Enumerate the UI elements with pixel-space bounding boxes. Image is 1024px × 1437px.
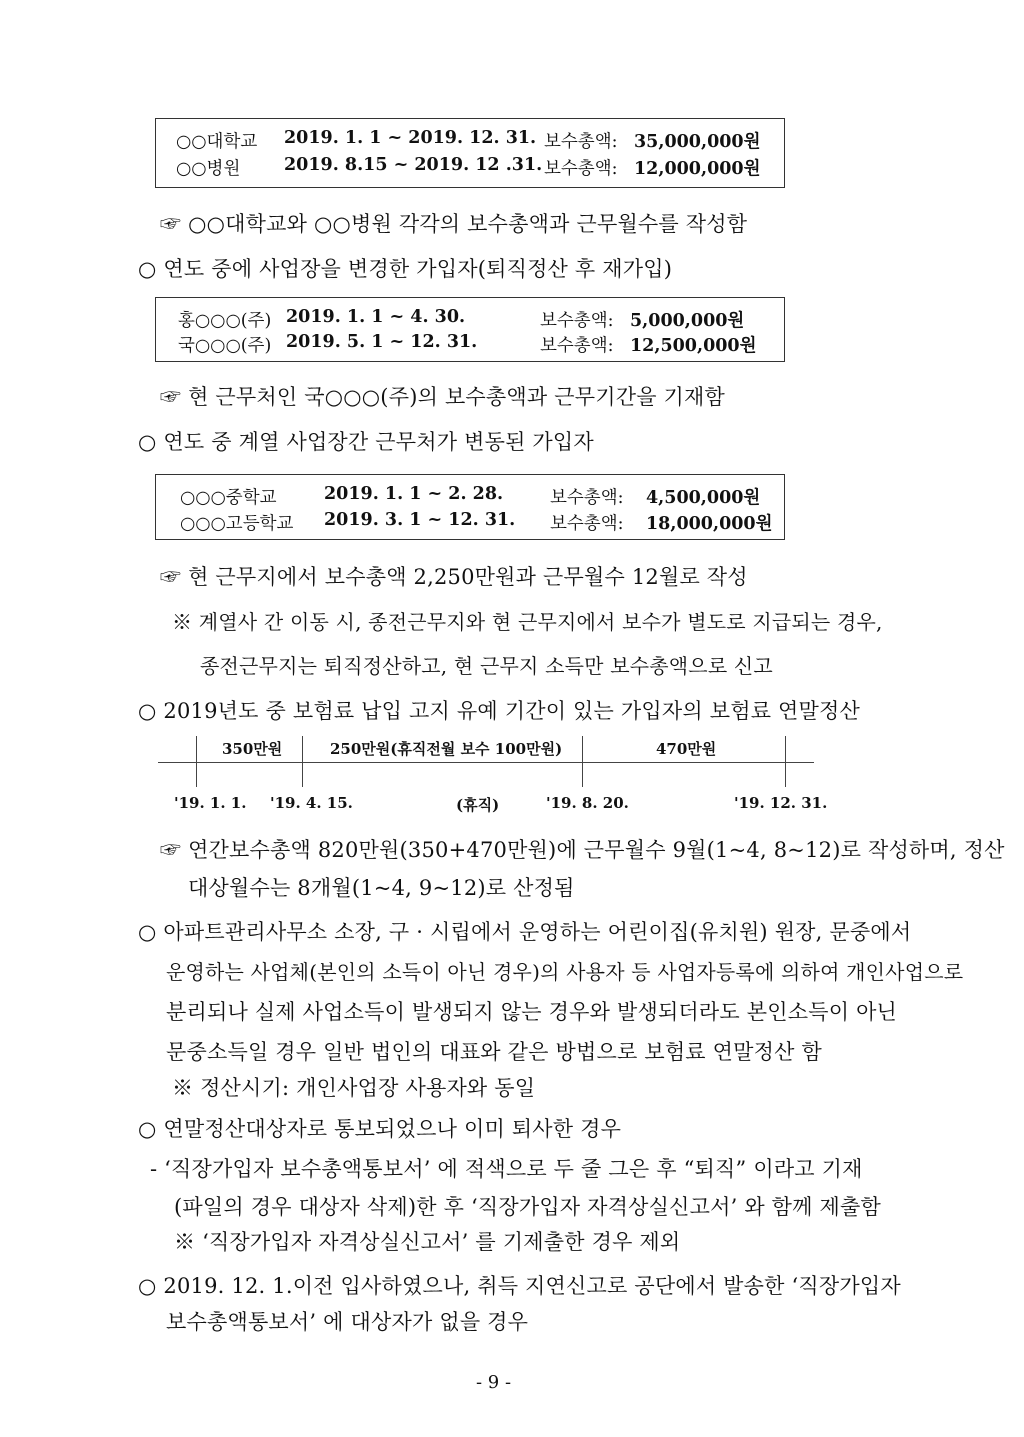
pay-total-amount: 4,500,000원 [646,488,761,508]
work-period: 2019. 1. 1 ~ 2. 28. [324,484,504,504]
dash-retired-a: - ‘직장가입자 보수총액통보서’ 에 적색으로 두 줄 그은 후 “퇴직” 이라고 기재 [150,1157,863,1181]
note-school-change: ☞ 현 근무지에서 보수총액 2,250만원과 근무월수 12월로 작성 [160,565,748,589]
bullet-late-report-b: 보수총액통보서’ 에 대상자가 없을 경우 [166,1310,529,1334]
workplace-name: 홍○○○(주) [178,311,272,331]
remark-settlement-timing: ※ 정산시기: 개인사업장 사용자와 동일 [172,1076,536,1100]
work-period: 2019. 5. 1 ~ 12. 31. [286,332,478,352]
timeline-segment-1: 350만원 [222,740,283,758]
pay-total-amount: 12,500,000원 [630,336,757,356]
remark-affiliate-a: ※ 계열사 간 이동 시, 종전근무지와 현 근무지에서 보수가 별도로 지급되는 경우, [172,610,883,634]
timeline-axis [158,762,814,763]
bullet-affiliate-change: ○ 연도 중 계열 사업장간 근무처가 변동된 가입자 [138,430,594,454]
timeline-leave-label: (휴직) [456,796,500,814]
bullet-apartment-line-3: 분리되나 실제 사업소득이 발생되지 않는 경우와 발생되더라도 본인소득이 아닌 [166,1000,898,1024]
pay-total-label: 보수총액: [550,488,624,508]
pay-total-amount: 18,000,000원 [646,514,773,534]
timeline-tick [582,736,583,787]
example-box-university-hospital [155,118,785,188]
timeline-segment-3: 470만원 [656,740,717,758]
workplace-name: ○○대학교 [176,132,258,152]
note-deferral-a: ☞ 연간보수총액 820만원(350+470만원)에 근무월수 9월(1~4, 8~12)로 작성하며, 정산 [160,838,1005,862]
work-period: 2019. 1. 1 ~ 4. 30. [286,307,466,327]
pay-total-label: 보수총액: [550,514,624,534]
work-period: 2019. 3. 1 ~ 12. 31. [324,510,516,530]
workplace-name: ○○○고등학교 [180,514,294,534]
bullet-apartment-line-1: ○ 아파트관리사무소 소장, 구 · 시립에서 운영하는 어린이집(유치원) 원장, 문중에서 [138,920,912,944]
pay-total-label: 보수총액: [544,132,618,152]
timeline-tick [196,736,197,787]
pay-total-amount: 35,000,000원 [634,132,761,152]
bullet-late-report-a: ○ 2019. 12. 1.이전 입사하였으나, 취득 지연신고로 공단에서 발송한 ‘직장가입자 [138,1274,901,1298]
timeline-date-1: '19. 1. 1. [174,794,247,812]
bullet-changed-workplace: ○ 연도 중에 사업장을 변경한 가입자(퇴직정산 후 재가입) [138,257,673,281]
workplace-name: ○○○중학교 [180,488,277,508]
timeline-segment-2: 250만원(휴직전월 보수 100만원) [330,740,563,758]
bullet-apartment-line-2: 운영하는 사업체(본인의 소득이 아닌 경우)의 사용자 등 사업자등록에 의하여 개인사업으로 [166,960,964,984]
note-university-hospital: ☞ ○○대학교와 ○○병원 각각의 보수총액과 근무월수를 작성함 [160,212,748,236]
timeline-tick [302,736,303,787]
note-deferral-b: 대상월수는 8개월(1~4, 9~12)로 산정됨 [188,876,575,900]
remark-affiliate-b: 종전근무지는 퇴직정산하고, 현 근무지 소득만 보수총액으로 신고 [200,654,773,678]
bullet-apartment-line-4: 문중소득일 경우 일반 법인의 대표와 같은 방법으로 보험료 연말정산 함 [166,1040,822,1064]
timeline-date-4: '19. 12. 31. [734,794,828,812]
note-company-change: ☞ 현 근무처인 국○○○(주)의 보수총액과 근무기간을 기재함 [160,385,726,409]
timeline-date-2: '19. 4. 15. [270,794,353,812]
workplace-name: ○○병원 [176,159,241,179]
work-period: 2019. 8.15 ~ 2019. 12 .31. [284,155,543,175]
timeline-tick [785,736,786,787]
pay-total-amount: 5,000,000원 [630,311,745,331]
remark-retired: ※ ‘직장가입자 자격상실신고서’ 를 기제출한 경우 제외 [174,1230,681,1254]
example-box-school-change [155,474,785,540]
bullet-deferral: ○ 2019년도 중 보험료 납입 고지 유예 기간이 있는 가입자의 보험료 연말정산 [138,699,861,723]
workplace-name: 국○○○(주) [178,336,272,356]
pay-total-label: 보수총액: [540,311,614,331]
pay-total-label: 보수총액: [544,159,618,179]
example-box-company-change [155,297,785,362]
dash-retired-b: (파일의 경우 대상자 삭제)한 후 ‘직장가입자 자격상실신고서’ 와 함께 제출함 [174,1195,881,1219]
pay-total-amount: 12,000,000원 [634,159,761,179]
timeline-date-3: '19. 8. 20. [546,794,629,812]
work-period: 2019. 1. 1 ~ 2019. 12. 31. [284,128,537,148]
page-number: - 9 - [476,1372,512,1393]
bullet-retired: ○ 연말정산대상자로 통보되었으나 이미 퇴사한 경우 [138,1117,622,1141]
pay-total-label: 보수총액: [540,336,614,356]
